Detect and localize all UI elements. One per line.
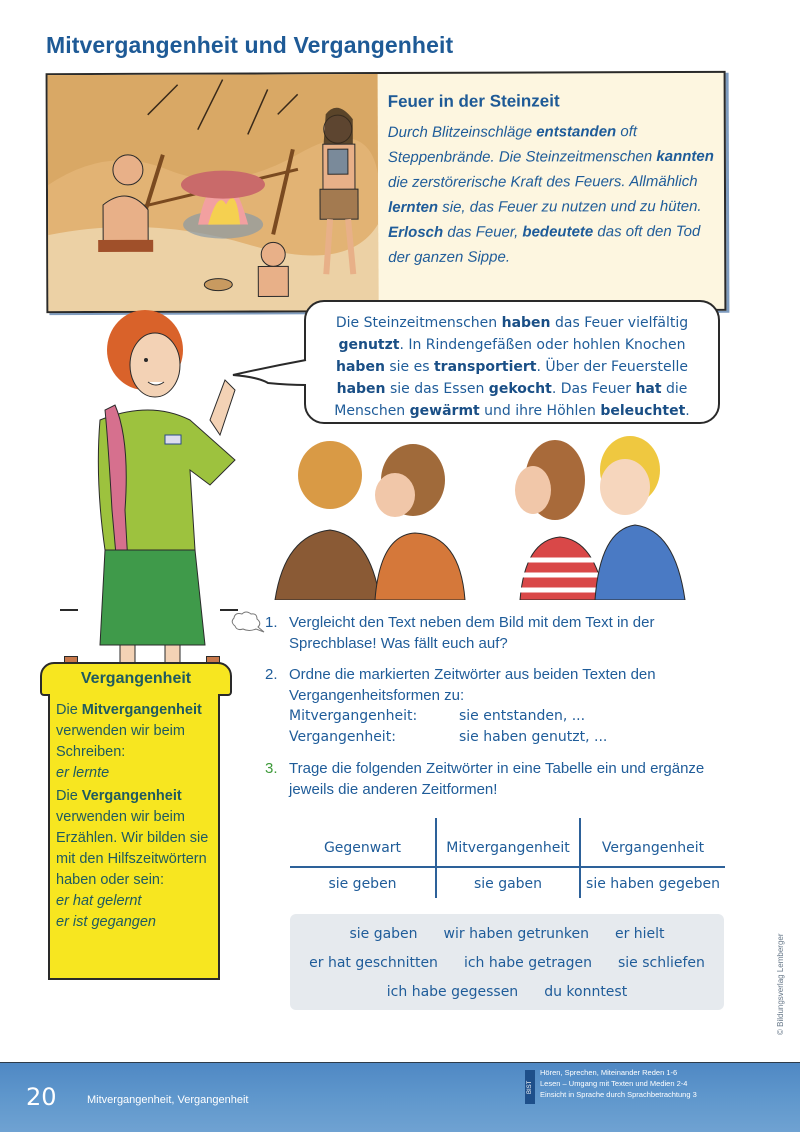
text-segment: die Menschen [334,381,688,419]
reference-item: Einsicht in Sprache durch Sprachbetrachtung 3 [540,1090,697,1099]
word-item: er hielt [614,926,665,942]
table-divider [290,866,725,868]
info-example: er lernte [56,765,110,781]
text-segment: sie das Essen [385,381,489,397]
curriculum-references [540,1067,697,1100]
table-cell: sie gaben [473,876,543,892]
task-list [265,612,725,810]
children-illustration [265,425,690,600]
table-header: Mitvergangenheit [446,840,570,856]
verb-highlight: haben [336,359,385,375]
verb-highlight: transportiert [433,359,537,375]
task-number: 2. [265,666,278,683]
info-example: er ist gegangen [56,914,156,930]
text-segment: und ihre Höhlen [479,403,601,419]
table-divider [579,818,581,898]
copyright-notice: © Bildungsverlag Lemberger [776,933,785,1035]
task-3 [265,758,725,800]
verb-highlight: Erlosch [388,223,444,241]
speech-bubble [304,300,720,424]
word-line [290,955,724,971]
grammar-info-box [40,662,230,982]
info-paragraph: Die Vergangenheit verwenden wir beim Erzählen. Wir bilden sie mit den Hilfszeitwörtern haben oder sein: [56,788,209,888]
verb-highlight: kannten [656,147,714,166]
verb-highlight: entstanden [536,123,617,141]
task-text: Ordne die markierten Zeitwörter aus beiden Texten den Vergangenheitsformen zu: [289,666,656,704]
bist-badge: BIST [525,1070,535,1104]
speech-bubble-text [314,312,710,422]
text-segment: Die Steinzeitmenschen [335,315,502,331]
task-number: 1. [265,614,278,631]
cave-text-body [388,119,719,270]
text-segment: Durch Blitzeinschläge [387,123,537,141]
task-2 [265,664,725,748]
table-column-preterite [437,818,579,902]
word-item: ich habe getragen [463,955,592,971]
example-value: sie haben genutzt, ... [459,729,608,745]
reference-item: Lesen – Umgang mit Texten und Medien 2-4 [540,1079,688,1088]
word-item: sie gaben [349,926,418,942]
tense-table [290,818,725,902]
verb-highlight: gewärmt [409,403,480,419]
word-item: du konntest [544,984,628,1000]
word-item: ich habe gegessen [386,984,519,1000]
task-number: 3. [265,760,278,777]
table-column-perfect [581,818,725,902]
word-item: sie schliefen [617,955,705,971]
text-segment: das oft den Tod der ganzen Sippe. [388,222,701,266]
text-segment: das Feuer vielfältig [550,315,689,331]
word-line [290,926,724,942]
text-segment: sie, das Feuer zu nutzen und zu hüten. [438,197,702,216]
table-cell: sie geben [328,876,397,892]
example-label: Vergangenheit: [289,729,396,745]
text-segment: sie es [384,359,434,375]
info-example: er hat gelernt [56,893,142,909]
text-segment: oft Steppenbrände. Die Steinzeitmenschen [387,123,657,166]
info-paragraph: Die Mitvergangenheit verwenden wir beim Schreiben: [56,702,202,760]
table-column-present [290,818,435,902]
verb-highlight: beleuchtet [600,403,686,419]
info-box-body [48,694,220,980]
word-box [290,914,724,1010]
table-divider [435,818,437,898]
verb-highlight: hat [635,381,662,397]
verb-highlight: haben [336,381,386,397]
page-number: 20 [26,1083,57,1111]
cave-text-title: Feuer in der Steinzeit [387,91,560,111]
stone-age-illustration [48,74,379,311]
word-line [290,984,724,1000]
table-cell: sie haben gegeben [586,876,720,892]
example-row [289,727,725,748]
verb-highlight: haben [501,315,551,331]
task-1 [265,612,725,654]
verb-highlight: bedeutete [522,223,594,241]
verb-highlight: lernten [388,198,439,216]
text-segment: das Feuer, [443,223,523,241]
text-segment: . Das Feuer [551,381,636,397]
info-box-title: Vergangenheit [40,662,232,696]
verb-highlight: genutzt [338,337,400,353]
text-segment: die zerstörerische Kraft des Feuers. Allmählich [387,172,698,191]
text-segment: . Über der Feuerstelle [536,359,688,375]
table-header: Vergangenheit [601,840,705,856]
cave-text-block [388,91,719,270]
footer-section-title: Mitvergangenheit, Vergangenheit [87,1094,249,1106]
thought-bubble-icon [229,610,265,634]
example-row [289,706,725,727]
text-segment: . In Rindengefäßen oder hohlen Knochen [399,337,686,353]
table-header: Gegenwart [323,840,402,856]
verb-highlight: gekocht [488,381,552,397]
task-text: Vergleicht den Text neben dem Bild mit dem Text in der Sprechblase! Was fällt euch auf? [289,614,655,652]
reference-item: Hören, Sprechen, Miteinander Reden 1-6 [540,1068,678,1077]
word-item: wir haben getrunken [443,926,589,942]
task-text: Trage die folgenden Zeitwörter in eine Tabelle ein und ergänze jeweils die anderen Zeitformen! [289,760,705,798]
word-item: er hat geschnitten [309,955,438,971]
example-label: Mitvergangenheit: [289,708,418,724]
cave-panel [46,71,727,313]
example-value: sie entstanden, ... [459,708,586,724]
text-segment: . [685,403,690,419]
page-title: Mitvergangenheit und Vergangenheit [46,32,454,58]
